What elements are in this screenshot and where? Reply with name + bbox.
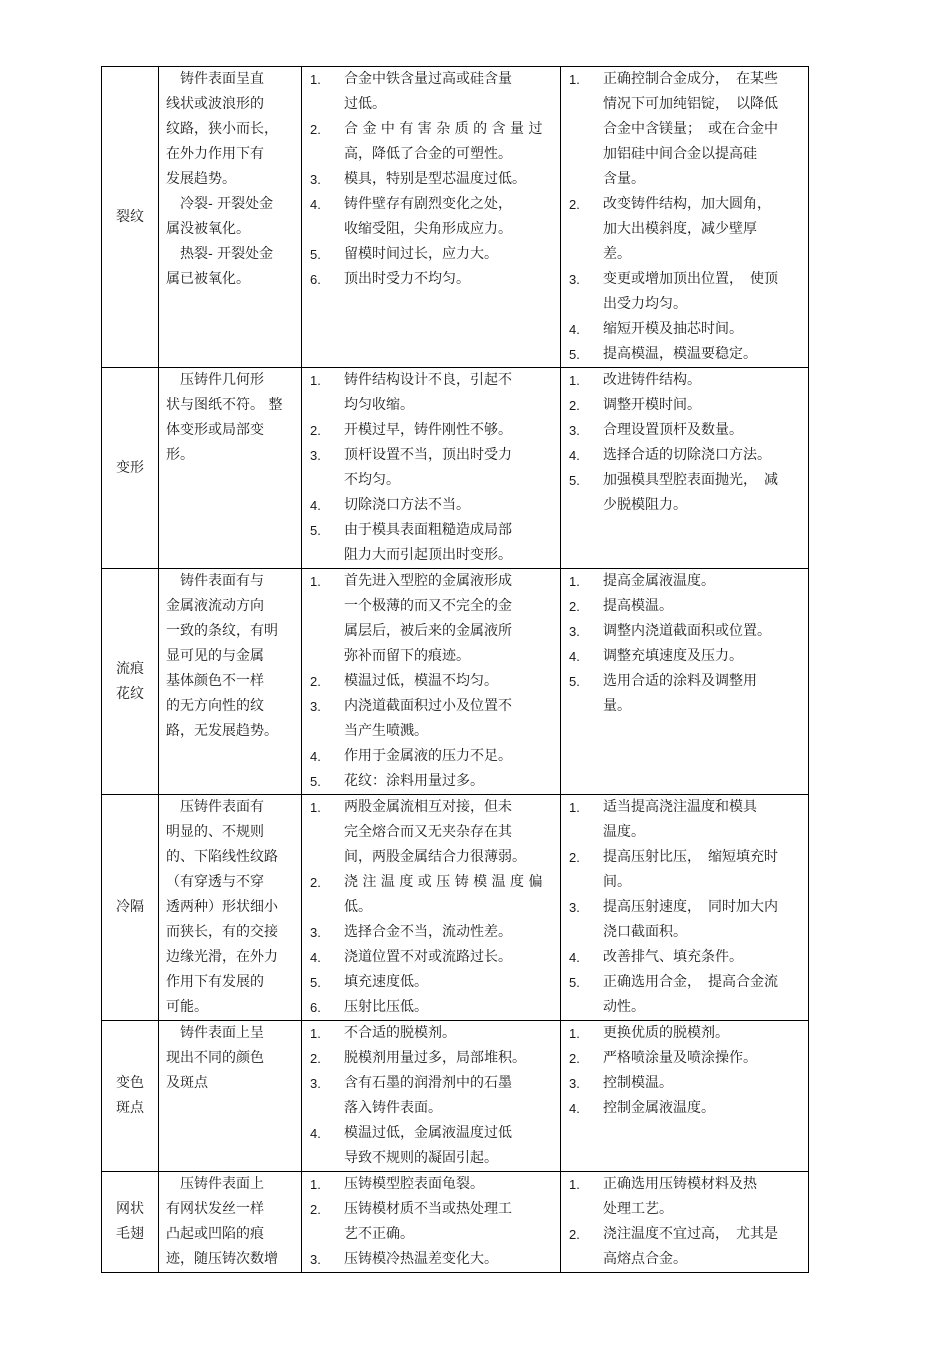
- defect-row: [102, 1172, 809, 1273]
- item-text-line: 浇口截面积。: [603, 924, 687, 940]
- description-line: 热裂- 开裂处金: [166, 246, 274, 262]
- remedy-item: [569, 594, 802, 619]
- item-number: 3.: [569, 1076, 580, 1091]
- defect-causes-cell: [302, 67, 561, 368]
- item-number: 3.: [310, 172, 321, 187]
- defect-name-cell: [102, 1021, 159, 1172]
- defect-causes-cell: [302, 1021, 561, 1172]
- defect-name: 变形: [116, 459, 144, 476]
- item-number: 2.: [310, 1051, 321, 1066]
- defect-name-cell: [102, 569, 159, 795]
- item-text-line: 首先进入型腔的金属液形成: [344, 573, 512, 589]
- remedy-item: [569, 1096, 802, 1121]
- item-text-line: 开模过早，铸件刚性不够。: [344, 422, 512, 438]
- remedy-item: [569, 468, 802, 518]
- cause-item: [310, 1197, 554, 1247]
- description-line: 属已被氧化。: [166, 271, 250, 287]
- description-line: 铸件表面上呈: [166, 1025, 264, 1041]
- description-line: 基体颜色不一样: [166, 673, 264, 689]
- item-text-line: 当产生喷溅。: [344, 723, 428, 739]
- defect-name: 斑点: [116, 1100, 144, 1116]
- item-text-line: 合金中铁含量过高或硅含量: [344, 71, 512, 87]
- item-text-line: 由于模具表面粗糙造成局部: [344, 522, 512, 538]
- cause-item: [310, 1071, 554, 1121]
- item-text-line: 脱模剂用量过多，局部堆积。: [344, 1050, 526, 1066]
- item-number: 1.: [569, 72, 580, 87]
- description-line: 在外力作用下有: [166, 146, 264, 162]
- cause-item: [310, 669, 554, 694]
- description-line: 形。: [166, 447, 194, 463]
- item-text-line: 作用于金属液的压力不足。: [344, 748, 512, 764]
- item-number: 5.: [569, 473, 580, 488]
- remedy-item: [569, 945, 802, 970]
- item-text-line: 属层后，被后来的金属液所: [344, 623, 512, 639]
- remedy-item: [569, 443, 802, 468]
- item-number: 1.: [569, 373, 580, 388]
- item-text-line: 收缩受阻，尖角形成应力。: [344, 221, 512, 237]
- description-line: 及斑点: [166, 1075, 208, 1091]
- item-text-line: 改变铸件结构，加大圆角，: [603, 196, 771, 212]
- item-text-line: 合 金 中 有 害 杂 质 的 含 量 过: [344, 121, 543, 137]
- item-number: 3.: [569, 900, 580, 915]
- description-line: （有穿透与不穿: [166, 874, 264, 890]
- defect-name: 冷隔: [116, 899, 144, 915]
- defect-causes-cell: [302, 368, 561, 569]
- remedy-item: [569, 644, 802, 669]
- defect-row: [102, 67, 809, 368]
- description-line: 金属液流动方向: [166, 598, 264, 614]
- item-text-line: 加强模具型腔表面抛光， 减: [603, 472, 778, 488]
- description-line: 路，无发展趋势。: [166, 723, 278, 739]
- item-text-line: 过低。: [344, 96, 386, 112]
- item-number: 4.: [310, 1126, 321, 1141]
- item-text-line: 选择合适的切除浇口方法。: [603, 447, 771, 463]
- item-number: 3.: [569, 272, 580, 287]
- item-text-line: 差。: [603, 246, 631, 262]
- item-number: 5.: [310, 774, 321, 789]
- item-number: 5.: [569, 975, 580, 990]
- item-number: 2.: [569, 398, 580, 413]
- item-number: 1.: [310, 800, 321, 815]
- cause-item: [310, 870, 554, 920]
- item-text-line: 处理工艺。: [603, 1201, 673, 1217]
- cause-item: [310, 1021, 554, 1046]
- cause-item: [310, 1172, 554, 1197]
- defect-remedies-cell: [561, 1172, 809, 1273]
- item-text-line: 完全熔合而又无夹杂存在其: [344, 824, 512, 840]
- item-text-line: 提高金属液温度。: [603, 573, 715, 589]
- item-number: 2.: [310, 423, 321, 438]
- item-text-line: 落入铸件表面。: [344, 1100, 442, 1116]
- item-text-line: 严格喷涂量及喷涂操作。: [603, 1050, 757, 1066]
- item-number: 1.: [310, 72, 321, 87]
- description-line: 迹，随压铸次数增: [166, 1251, 278, 1267]
- defect-description-cell: [159, 67, 302, 368]
- cause-item: [310, 192, 554, 242]
- remedy-item: [569, 970, 802, 1020]
- defect-name: 流痕: [116, 660, 144, 677]
- item-text-line: 压射比压低。: [344, 999, 428, 1015]
- cause-item: [310, 242, 554, 267]
- item-text-line: 改善排气、填充条件。: [603, 949, 743, 965]
- description-line: 凸起或凹陷的痕: [166, 1226, 264, 1242]
- item-number: 4.: [569, 649, 580, 664]
- description-line: 压铸件表面有: [166, 799, 264, 815]
- item-text-line: 浇道位置不对或流路过长。: [344, 949, 512, 965]
- cause-item: [310, 67, 554, 117]
- item-number: 2.: [310, 674, 321, 689]
- item-text-line: 花纹：涂料用量过多。: [344, 773, 484, 789]
- remedy-item: [569, 569, 802, 594]
- item-text-line: 正确选用压铸模材料及热: [603, 1176, 757, 1192]
- item-text-line: 正确控制合金成分， 在某些: [603, 71, 778, 87]
- item-number: 1.: [310, 373, 321, 388]
- item-text-line: 量。: [603, 698, 631, 714]
- item-text-line: 模温过低，模温不均匀。: [344, 673, 498, 689]
- defect-name: 毛翅: [116, 1226, 144, 1242]
- remedy-item: [569, 1046, 802, 1071]
- item-text-line: 低。: [344, 899, 372, 915]
- item-number: 4.: [569, 322, 580, 337]
- defect-remedies-cell: [561, 569, 809, 795]
- item-text-line: 高，降低了合金的可塑性。: [344, 146, 512, 162]
- item-number: 4.: [310, 749, 321, 764]
- remedy-item: [569, 669, 802, 719]
- item-number: 1.: [569, 1026, 580, 1041]
- item-text-line: 变更或增加顶出位置， 使顶: [603, 271, 778, 287]
- item-number: 5.: [310, 247, 321, 262]
- cause-item: [310, 744, 554, 769]
- remedy-item: [569, 845, 802, 895]
- description-line: 而狭长，有的交接: [166, 924, 278, 940]
- item-number: 2.: [569, 599, 580, 614]
- description-line: 纹路，狭小而长，: [166, 121, 278, 137]
- defect-name-cell: [102, 1172, 159, 1273]
- description-line: 冷裂- 开裂处金: [166, 196, 274, 212]
- item-number: 1.: [569, 574, 580, 589]
- remedy-item: [569, 342, 802, 367]
- item-text-line: 出受力均匀。: [603, 296, 687, 312]
- item-text-line: 不合适的脱模剂。: [344, 1025, 456, 1041]
- item-number: 1.: [569, 1177, 580, 1192]
- item-text-line: 模具，特别是型芯温度过低。: [344, 171, 526, 187]
- defect-causes-cell: [302, 569, 561, 795]
- item-number: 1.: [310, 1177, 321, 1192]
- item-text-line: 控制金属液温度。: [603, 1100, 715, 1116]
- item-number: 3.: [310, 925, 321, 940]
- description-line: 一致的条纹，有明: [166, 623, 278, 639]
- cause-item: [310, 443, 554, 493]
- defect-row: [102, 368, 809, 569]
- item-text-line: 更换优质的脱模剂。: [603, 1025, 729, 1041]
- item-text-line: 不均匀。: [344, 472, 400, 488]
- item-number: 1.: [310, 574, 321, 589]
- item-number: 2.: [569, 850, 580, 865]
- defect-remedies-cell: [561, 795, 809, 1021]
- cause-item: [310, 995, 554, 1020]
- remedy-item: [569, 67, 802, 192]
- item-text-line: 阻力大而引起顶出时变形。: [344, 547, 512, 563]
- defect-description-cell: [159, 569, 302, 795]
- item-text-line: 少脱模阻力。: [603, 497, 687, 513]
- cause-item: [310, 920, 554, 945]
- remedy-item: [569, 317, 802, 342]
- defect-causes-cell: [302, 1172, 561, 1273]
- item-number: 2.: [569, 197, 580, 212]
- cause-item: [310, 1046, 554, 1071]
- defect-remedies-cell: [561, 368, 809, 569]
- item-text-line: 缩短开模及抽芯时间。: [603, 321, 743, 337]
- remedy-item: [569, 368, 802, 393]
- item-number: 4.: [310, 197, 321, 212]
- defect-name-cell: [102, 795, 159, 1021]
- item-text-line: 动性。: [603, 999, 645, 1015]
- defect-name: 裂纹: [116, 208, 144, 225]
- description-line: 的、下陷线性纹路: [166, 849, 278, 865]
- remedy-item: [569, 267, 802, 317]
- description-line: 显可见的与金属: [166, 648, 264, 664]
- cause-item: [310, 518, 554, 568]
- defect-name-cell: [102, 368, 159, 569]
- item-text-line: 高熔点合金。: [603, 1251, 687, 1267]
- item-text-line: 内浇道截面积过小及位置不: [344, 698, 512, 714]
- description-line: 透两种）形状细小: [166, 899, 278, 915]
- cause-item: [310, 418, 554, 443]
- defect-row: [102, 795, 809, 1021]
- defect-description-cell: [159, 1172, 302, 1273]
- item-number: 3.: [310, 1076, 321, 1091]
- remedy-item: [569, 418, 802, 443]
- item-text-line: 提高模温，模温要稳定。: [603, 346, 757, 362]
- item-number: 4.: [310, 498, 321, 513]
- item-text-line: 艺不正确。: [344, 1226, 414, 1242]
- item-text-line: 导致不规则的凝固引起。: [344, 1150, 498, 1166]
- item-text-line: 选用合适的涂料及调整用: [603, 673, 757, 689]
- remedy-item: [569, 1071, 802, 1096]
- item-text-line: 压铸模材质不当或热处理工: [344, 1201, 512, 1217]
- item-number: 3.: [310, 448, 321, 463]
- description-line: 体变形或局部变: [166, 422, 264, 438]
- item-text-line: 合金中含镁量； 或在合金中: [603, 121, 778, 137]
- description-line: 作用下有发展的: [166, 974, 264, 990]
- item-text-line: 留模时间过长，应力大。: [344, 246, 498, 262]
- item-text-line: 调整内浇道截面积或位置。: [603, 623, 771, 639]
- description-line: 的无方向性的纹: [166, 698, 264, 714]
- item-text-line: 浇注温度不宜过高， 尤其是: [603, 1226, 778, 1242]
- defect-name: 花纹: [116, 685, 144, 702]
- cause-item: [310, 569, 554, 669]
- description-line: 属没被氧化。: [166, 221, 250, 237]
- description-line: 发展趋势。: [166, 171, 236, 187]
- item-number: 5.: [569, 674, 580, 689]
- remedy-item: [569, 1021, 802, 1046]
- cause-item: [310, 945, 554, 970]
- cause-item: [310, 970, 554, 995]
- description-line: 状与图纸不符。 整: [166, 397, 283, 413]
- item-text-line: 弥补而留下的痕迹。: [344, 648, 470, 664]
- item-number: 1.: [310, 1026, 321, 1041]
- remedy-item: [569, 1222, 802, 1272]
- item-text-line: 模温过低，金属液温度过低: [344, 1125, 512, 1141]
- defect-row: [102, 1021, 809, 1172]
- item-text-line: 改进铸件结构。: [603, 372, 701, 388]
- item-number: 4.: [569, 1101, 580, 1116]
- defect-description-cell: [159, 795, 302, 1021]
- item-text-line: 压铸模冷热温差变化大。: [344, 1251, 498, 1267]
- remedy-item: [569, 795, 802, 845]
- defect-row: [102, 569, 809, 795]
- item-text-line: 温度。: [603, 824, 645, 840]
- cause-item: [310, 493, 554, 518]
- item-number: 2.: [310, 1202, 321, 1217]
- description-line: 压铸件表面上: [166, 1176, 264, 1192]
- description-line: 现出不同的颜色: [166, 1050, 264, 1066]
- item-text-line: 顶杆设置不当，顶出时受力: [344, 447, 512, 463]
- item-text-line: 提高模温。: [603, 598, 673, 614]
- item-text-line: 含量。: [603, 171, 645, 187]
- cause-item: [310, 368, 554, 418]
- cause-item: [310, 267, 554, 292]
- defect-name: 网状: [116, 1201, 144, 1217]
- defect-description-cell: [159, 368, 302, 569]
- item-number: 5.: [310, 975, 321, 990]
- item-text-line: 适当提高浇注温度和模具: [603, 799, 757, 815]
- item-text-line: 调整开模时间。: [603, 397, 701, 413]
- item-number: 2.: [569, 1051, 580, 1066]
- description-line: 铸件表面有与: [166, 573, 264, 589]
- item-text-line: 均匀收缩。: [344, 397, 414, 413]
- item-text-line: 填充速度低。: [344, 974, 428, 990]
- item-text-line: 压铸模型腔表面龟裂。: [344, 1176, 484, 1192]
- item-number: 2.: [569, 1227, 580, 1242]
- item-number: 2.: [310, 875, 321, 890]
- description-line: 有网状发丝一样: [166, 1201, 264, 1217]
- remedy-item: [569, 192, 802, 267]
- defect-name-cell: [102, 67, 159, 368]
- item-number: 6.: [310, 272, 321, 287]
- item-text-line: 间，两股金属结合力很薄弱。: [344, 849, 526, 865]
- defect-remedies-cell: [561, 1021, 809, 1172]
- table-body: [102, 67, 809, 1273]
- item-text-line: 铸件结构设计不良，引起不: [344, 372, 512, 388]
- defect-description-cell: [159, 1021, 302, 1172]
- item-number: 5.: [569, 347, 580, 362]
- item-text-line: 铸件壁存有剧烈变化之处，: [344, 196, 512, 212]
- remedy-item: [569, 895, 802, 945]
- cause-item: [310, 795, 554, 870]
- item-number: 3.: [310, 699, 321, 714]
- description-line: 边缘光滑，在外力: [166, 949, 278, 965]
- description-line: 压铸件几何形: [166, 372, 264, 388]
- item-number: 3.: [569, 423, 580, 438]
- item-text-line: 两股金属流相互对接，但未: [344, 799, 512, 815]
- remedy-item: [569, 393, 802, 418]
- remedy-item: [569, 1172, 802, 1222]
- item-number: 4.: [569, 950, 580, 965]
- item-text-line: 控制模温。: [603, 1075, 673, 1091]
- cause-item: [310, 117, 554, 167]
- cause-item: [310, 769, 554, 794]
- description-line: 铸件表面呈直: [166, 71, 264, 87]
- defect-causes-cell: [302, 795, 561, 1021]
- cause-item: [310, 1247, 554, 1272]
- item-number: 2.: [310, 122, 321, 137]
- item-text-line: 正确选用合金， 提高合金流: [603, 974, 778, 990]
- item-text-line: 选择合金不当，流动性差。: [344, 924, 512, 940]
- item-text-line: 浇 注 温 度 或 压 铸 模 温 度 偏: [344, 874, 543, 890]
- cause-item: [310, 1121, 554, 1171]
- item-number: 3.: [310, 1252, 321, 1267]
- cause-item: [310, 167, 554, 192]
- item-text-line: 间。: [603, 874, 631, 890]
- item-text-line: 顶出时受力不均匀。: [344, 271, 470, 287]
- item-text-line: 调整充填速度及压力。: [603, 648, 743, 664]
- item-text-line: 提高压射速度， 同时加大内: [603, 899, 778, 915]
- description-line: 线状或波浪形的: [166, 96, 264, 112]
- item-number: 6.: [310, 1000, 321, 1015]
- item-text-line: 合理设置顶杆及数量。: [603, 422, 743, 438]
- description-line: 明显的、不规则: [166, 824, 264, 840]
- description-line: 可能。: [166, 999, 208, 1015]
- item-number: 5.: [310, 523, 321, 538]
- item-text-line: 切除浇口方法不当。: [344, 497, 470, 513]
- cause-item: [310, 694, 554, 744]
- defect-table: [101, 66, 809, 1273]
- item-text-line: 含有石墨的润滑剂中的石墨: [344, 1075, 512, 1091]
- item-number: 3.: [569, 624, 580, 639]
- item-number: 1.: [569, 800, 580, 815]
- item-text-line: 加大出模斜度，减少壁厚: [603, 221, 757, 237]
- defect-remedies-cell: [561, 67, 809, 368]
- item-text-line: 加铝硅中间合金以提高硅: [603, 146, 757, 162]
- item-text-line: 提高压射比压， 缩短填充时: [603, 849, 778, 865]
- item-number: 4.: [310, 950, 321, 965]
- item-number: 4.: [569, 448, 580, 463]
- item-text-line: 情况下可加纯铝锭， 以降低: [603, 96, 778, 112]
- item-text-line: 一个极薄的而又不完全的金: [344, 598, 512, 614]
- defect-name: 变色: [116, 1075, 144, 1091]
- remedy-item: [569, 619, 802, 644]
